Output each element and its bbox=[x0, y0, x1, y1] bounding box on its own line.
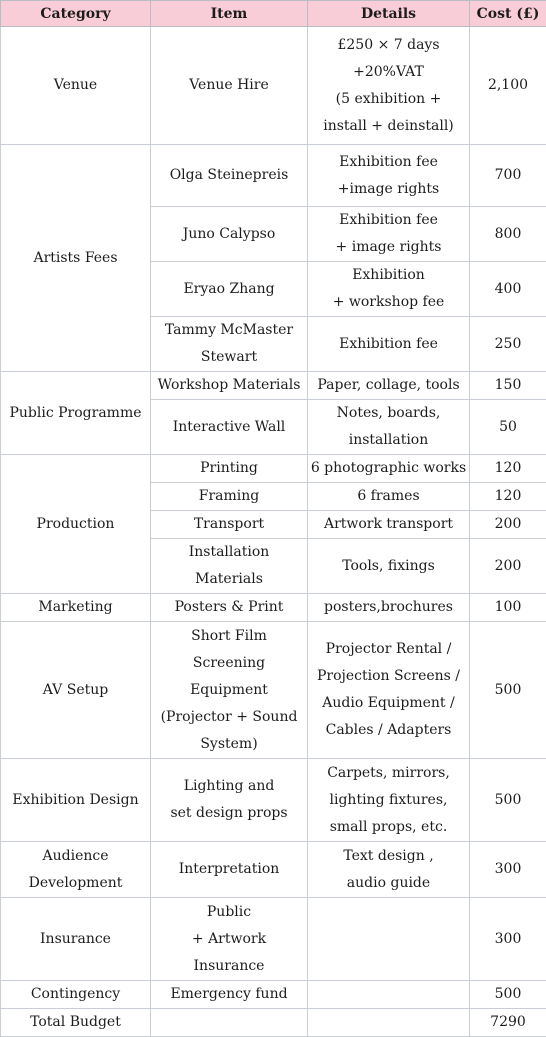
details-cell bbox=[308, 1009, 470, 1037]
cost-cell: 800 bbox=[470, 207, 546, 262]
item-cell: Public + Artwork Insurance bbox=[151, 898, 308, 981]
table-row bbox=[1, 622, 546, 759]
table-row bbox=[1, 898, 546, 981]
details-cell: Tools, fixings bbox=[308, 539, 470, 594]
details-cell bbox=[308, 981, 470, 1009]
details-cell: 6 frames bbox=[308, 483, 470, 511]
item-cell: Posters & Print bbox=[151, 594, 308, 622]
table-row bbox=[1, 27, 546, 145]
item-cell: Transport bbox=[151, 511, 308, 539]
cost-cell: 120 bbox=[470, 455, 546, 483]
cost-cell: 200 bbox=[470, 511, 546, 539]
details-cell: 6 photographic works bbox=[308, 455, 470, 483]
details-cell: £250 × 7 days +20%VAT (5 exhibition + install + deinstall) bbox=[308, 27, 470, 145]
item-cell: Emergency fund bbox=[151, 981, 308, 1009]
item-cell: Interpretation bbox=[151, 842, 308, 898]
category-cell: Artists Fees bbox=[1, 145, 151, 372]
category-cell: Marketing bbox=[1, 594, 151, 622]
category-cell: Production bbox=[1, 455, 151, 594]
category-cell: Public Programme bbox=[1, 372, 151, 455]
cost-cell: 150 bbox=[470, 372, 546, 400]
category-cell: Audience Development bbox=[1, 842, 151, 898]
category-cell: Exhibition Design bbox=[1, 759, 151, 842]
cost-cell: 300 bbox=[470, 898, 546, 981]
cost-cell: 200 bbox=[470, 539, 546, 594]
cost-cell: 120 bbox=[470, 483, 546, 511]
cost-cell: 500 bbox=[470, 759, 546, 842]
table-row bbox=[1, 981, 546, 1009]
item-cell: Installation Materials bbox=[151, 539, 308, 594]
total-label: Total Budget bbox=[1, 1009, 151, 1037]
details-cell: Artwork transport bbox=[308, 511, 470, 539]
category-cell: Venue bbox=[1, 27, 151, 145]
item-cell: Venue Hire bbox=[151, 27, 308, 145]
item-cell: Juno Calypso bbox=[151, 207, 308, 262]
item-cell: Framing bbox=[151, 483, 308, 511]
table-row bbox=[1, 842, 546, 898]
cost-cell: 100 bbox=[470, 594, 546, 622]
details-cell: Notes, boards, installation bbox=[308, 400, 470, 455]
cost-cell: 2,100 bbox=[470, 27, 546, 145]
table-row bbox=[1, 759, 546, 842]
details-cell: Projector Rental / Projection Screens / Audio Equipment / Cables / Adapters bbox=[308, 622, 470, 759]
item-cell: Printing bbox=[151, 455, 308, 483]
cost-cell: 700 bbox=[470, 145, 546, 207]
header-details: Details bbox=[308, 1, 470, 27]
item-cell: Short Film Screening Equipment (Projector + Sound System) bbox=[151, 622, 308, 759]
total-row bbox=[1, 1009, 546, 1037]
table-row bbox=[1, 145, 546, 207]
header-cost: Cost (£) bbox=[470, 1, 546, 27]
item-cell bbox=[151, 1009, 308, 1037]
header-category: Category bbox=[1, 1, 151, 27]
details-cell: Exhibition + workshop fee bbox=[308, 262, 470, 317]
category-cell: Contingency bbox=[1, 981, 151, 1009]
details-cell: Exhibition fee + image rights bbox=[308, 207, 470, 262]
header-row bbox=[1, 1, 546, 27]
details-cell: Text design , audio guide bbox=[308, 842, 470, 898]
cost-cell: 500 bbox=[470, 622, 546, 759]
cost-cell: 50 bbox=[470, 400, 546, 455]
item-cell: Olga Steinepreis bbox=[151, 145, 308, 207]
item-cell: Interactive Wall bbox=[151, 400, 308, 455]
details-cell bbox=[308, 898, 470, 981]
item-cell: Workshop Materials bbox=[151, 372, 308, 400]
details-cell: Paper, collage, tools bbox=[308, 372, 470, 400]
category-cell: AV Setup bbox=[1, 622, 151, 759]
item-cell: Tammy McMaster Stewart bbox=[151, 317, 308, 372]
cost-cell: 250 bbox=[470, 317, 546, 372]
details-cell: Carpets, mirrors, lighting fixtures, small props, etc. bbox=[308, 759, 470, 842]
details-cell: posters,brochures bbox=[308, 594, 470, 622]
header-item: Item bbox=[151, 1, 308, 27]
table-row bbox=[1, 594, 546, 622]
details-cell: Exhibition fee bbox=[308, 317, 470, 372]
item-cell: Eryao Zhang bbox=[151, 262, 308, 317]
item-cell: Lighting and set design props bbox=[151, 759, 308, 842]
details-cell: Exhibition fee +image rights bbox=[308, 145, 470, 207]
cost-cell: 400 bbox=[470, 262, 546, 317]
table-row bbox=[1, 372, 546, 400]
cost-cell: 500 bbox=[470, 981, 546, 1009]
table-row bbox=[1, 455, 546, 483]
category-cell: Insurance bbox=[1, 898, 151, 981]
cost-cell: 300 bbox=[470, 842, 546, 898]
total-cost: 7290 bbox=[470, 1009, 546, 1037]
